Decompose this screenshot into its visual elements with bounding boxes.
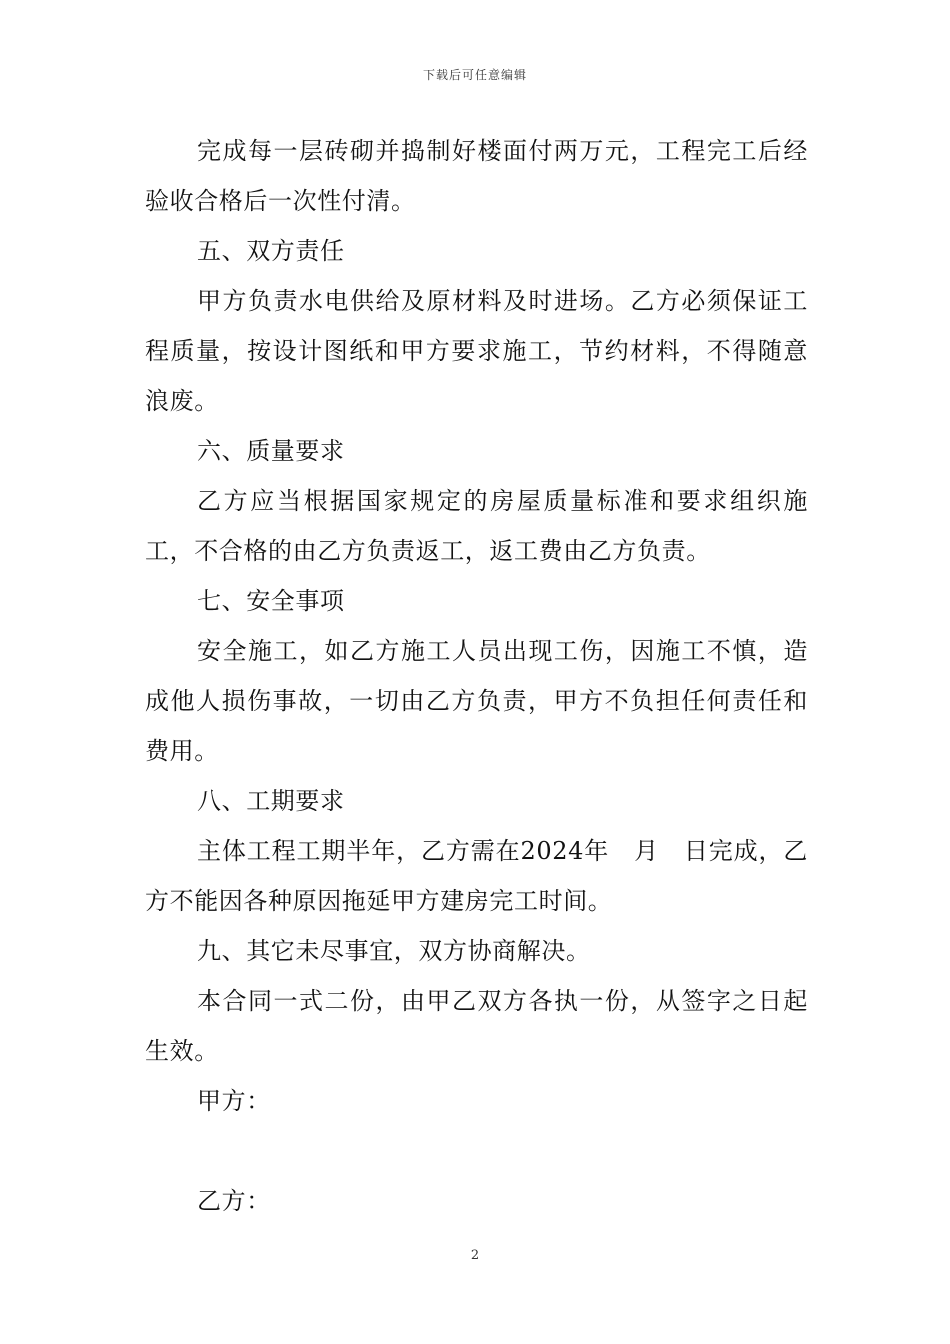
page-header: 下载后可任意编辑 (422, 68, 527, 82)
section-heading-quality: 六、质量要求 (197, 437, 345, 465)
paragraph-payment-terms: 完成每一层砖砌并捣制好楼面付两万元，工程完工后经验收合格后一次性付清。 (145, 137, 808, 215)
section-heading-responsibilities: 五、双方责任 (197, 237, 345, 265)
signature-party-a: 甲方： (197, 1087, 271, 1115)
page-number: 2 (470, 1248, 480, 1263)
paragraph-quality: 乙方应当根据国家规定的房屋质量标准和要求组织施工，不合格的由乙方负责返工，返工费由乙方负责。 (145, 487, 808, 565)
signature-spacer (145, 1126, 808, 1176)
paragraph-responsibilities: 甲方负责水电供给及原材料及时进场。乙方必须保证工程质量，按设计图纸和甲方要求施工，节约材料，不得随意浪废。 (145, 287, 808, 415)
document-body (145, 126, 808, 1226)
paragraph-copies: 本合同一式二份，由甲乙双方各执一份，从签字之日起生效。 (145, 987, 808, 1065)
section-heading-schedule: 八、工期要求 (197, 787, 345, 815)
paragraph-safety: 安全施工，如乙方施工人员出现工伤，因施工不慎，造成他人损伤事故，一切由乙方负责，甲方不负担任何责任和费用。 (145, 637, 808, 765)
section-other-matters: 九、其它未尽事宜，双方协商解决。 (197, 937, 591, 965)
section-heading-safety: 七、安全事项 (197, 587, 345, 615)
paragraph-schedule: 主体工程工期半年，乙方需在2024年 月 日完成，乙方不能因各种原因拖延甲方建房完工时间。 (145, 837, 808, 915)
signature-party-b: 乙方： (197, 1187, 271, 1215)
